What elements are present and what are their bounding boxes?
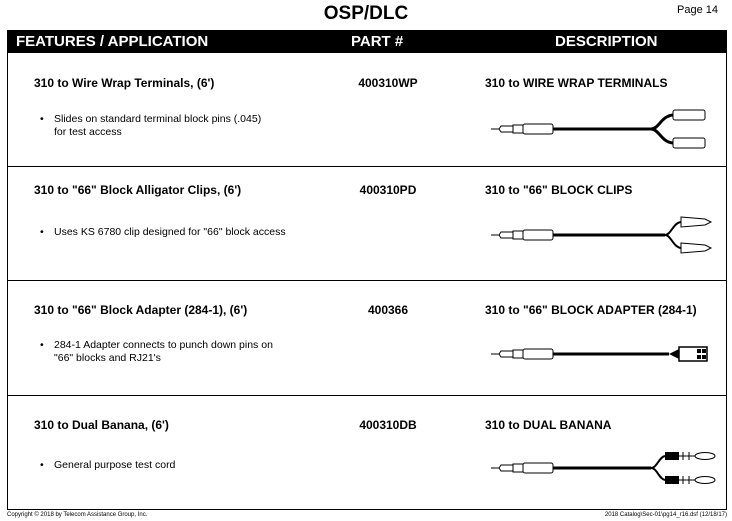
bullet-line: Slides on standard terminal block pins (.045) (54, 113, 262, 125)
table-row (8, 53, 726, 167)
dual-banana-cord-icon (483, 446, 723, 490)
product-table (7, 30, 727, 510)
bullet-dot: • (40, 459, 44, 471)
feature-title: 310 to Wire Wrap Terminals, (6') (34, 76, 215, 90)
bullet-line: for test access (54, 126, 122, 138)
header-part: PART # (351, 33, 404, 50)
bullet-line: Uses KS 6780 clip designed for "66" block access (54, 226, 286, 238)
table-row (8, 281, 726, 396)
description-title: 310 to WIRE WRAP TERMINALS (485, 76, 668, 90)
part-number: 400310DB (359, 418, 417, 432)
part-number: 400366 (367, 303, 409, 317)
description-title: 310 to "66" BLOCK ADAPTER (284-1) (485, 303, 697, 317)
page-number: Page 14 (677, 4, 718, 16)
table-row (8, 396, 726, 509)
part-number: 400310WP (358, 76, 418, 90)
header-features: FEATURES / APPLICATION (16, 33, 209, 50)
page-title: OSP/DLC (323, 3, 409, 24)
table-row (8, 167, 726, 281)
file-reference: 2018 Catalog\Sec-01\pg14_r16.dsf (12/18/17) (604, 512, 727, 518)
copyright-text: Copyright © 2018 by Telecom Assistance Group, Inc. (7, 512, 148, 518)
feature-title: 310 to "66" Block Alligator Clips, (6') (34, 183, 242, 197)
bullet-line: General purpose test cord (54, 459, 176, 471)
bullet-line: "66" blocks and RJ21's (54, 352, 161, 364)
block-adapter-cord-icon (483, 334, 723, 378)
part-number: 400310PD (359, 183, 417, 197)
description-title: 310 to DUAL BANANA (485, 418, 612, 432)
wire-wrap-cord-icon (483, 109, 723, 153)
table-header (8, 31, 726, 53)
bullet-line: 284-1 Adapter connects to punch down pins on (54, 339, 273, 351)
bullet-dot: • (40, 226, 44, 238)
bullet-dot: • (40, 339, 44, 351)
alligator-clip-cord-icon (483, 213, 723, 257)
header-description: DESCRIPTION (555, 33, 658, 50)
bullet-dot: • (40, 113, 44, 125)
feature-title: 310 to Dual Banana, (6') (34, 418, 169, 432)
description-title: 310 to "66" BLOCK CLIPS (485, 183, 633, 197)
feature-title: 310 to "66" Block Adapter (284-1), (6') (34, 303, 248, 317)
